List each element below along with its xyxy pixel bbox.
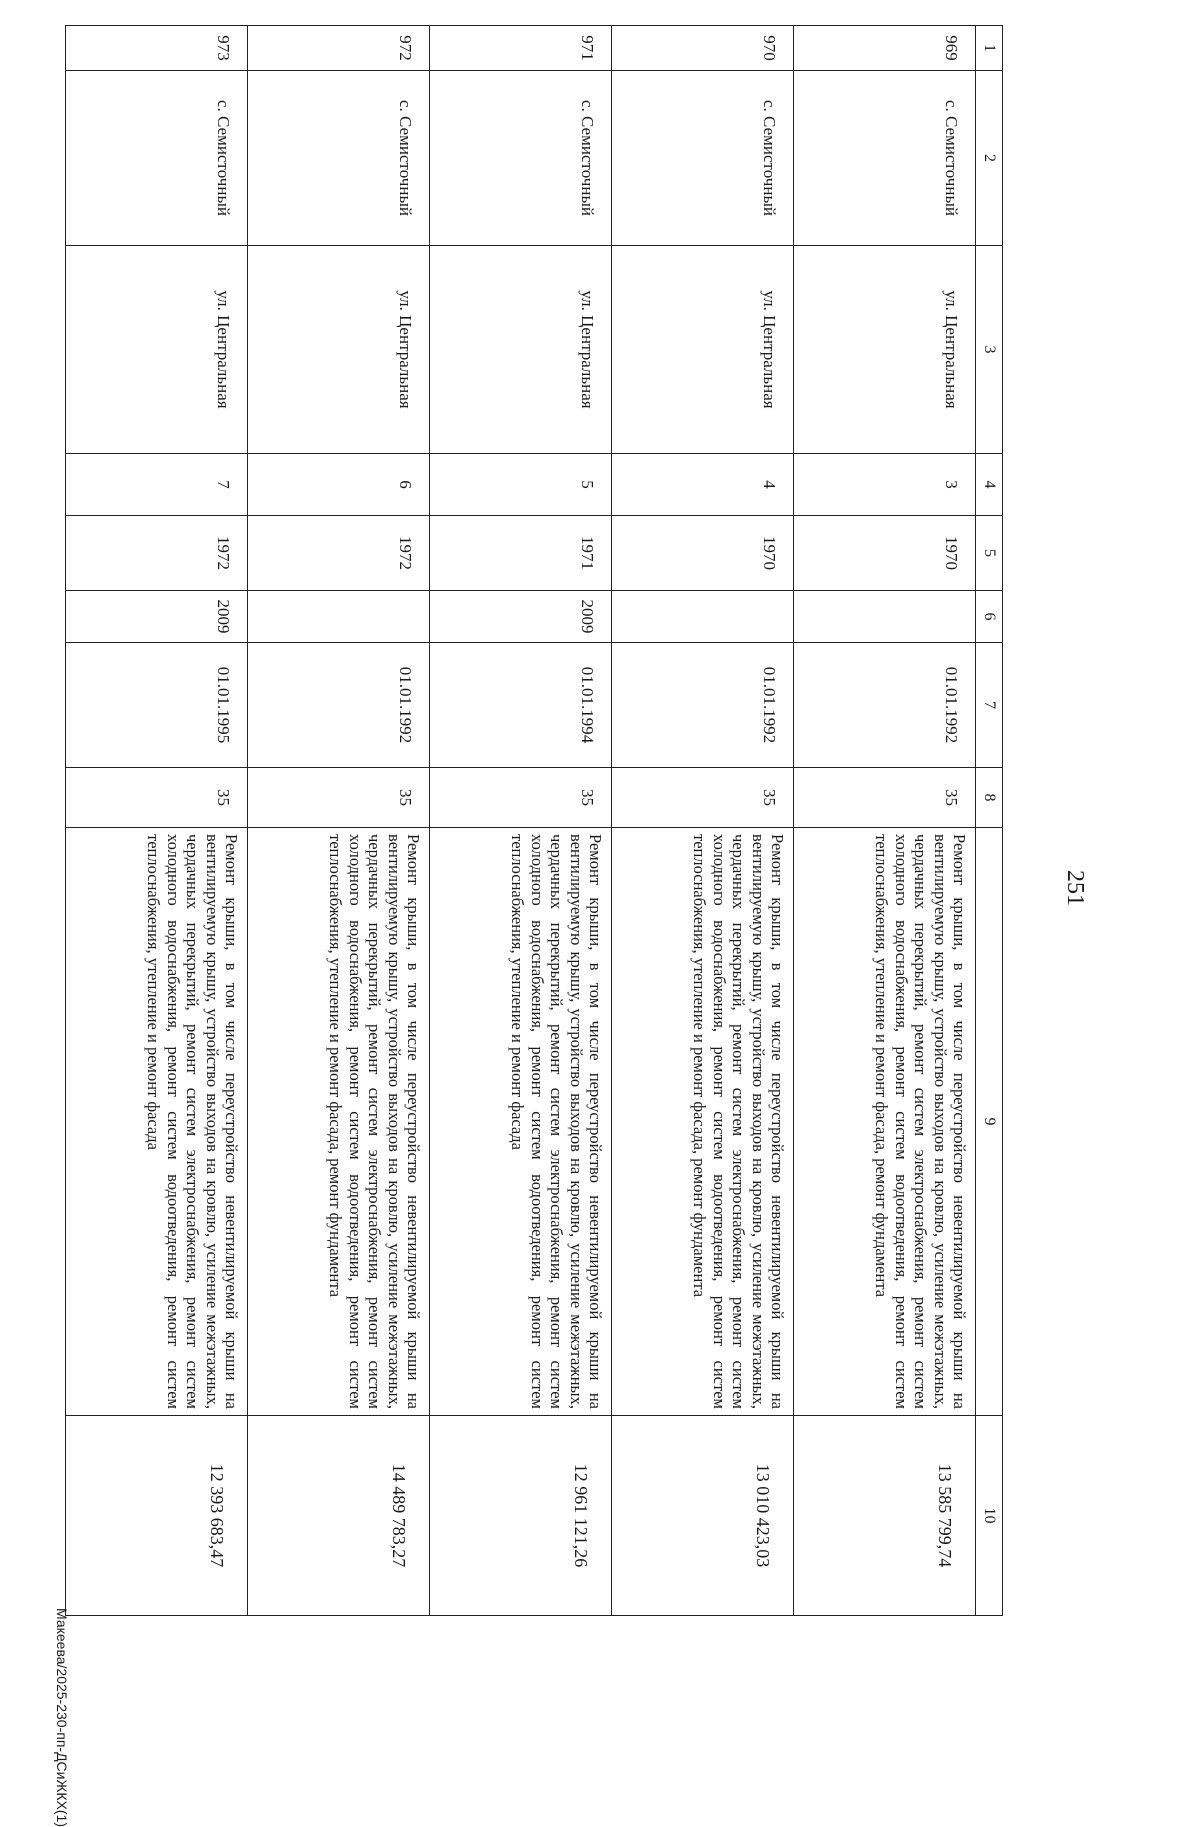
column-number: 3 — [976, 246, 1003, 454]
column-number: 9 — [976, 828, 1003, 1416]
year-built: 1972 — [66, 516, 248, 591]
cost: 14 489 783,27 — [248, 1416, 430, 1616]
settlement: с. Семисточный — [612, 71, 794, 246]
page-number: 251 — [1062, 870, 1088, 906]
capital-repair-year — [612, 591, 794, 643]
year-built: 1971 — [430, 516, 612, 591]
capital-repair-year — [794, 591, 976, 643]
column-number: 1 — [976, 26, 1003, 71]
row-number: 971 — [430, 26, 612, 71]
settlement: с. Семисточный — [794, 71, 976, 246]
row-number: 970 — [612, 26, 794, 71]
house-number: 6 — [248, 454, 430, 516]
works-description: Ремонт крыши, в том числе переустройство невентилируемой крыши на вентилируемую крышу, устройство выходов на кровлю, усиление межэтажных, чердачных перекрытий, ремонт систем электроснабжения, ремонт систем холодного водоснабжения, ремонт систем водоотведения, ремонт систем теплоснабжения, утепление и ремонт фасада, ремонт фундамента — [248, 828, 430, 1416]
rotated-table-container — [128, 25, 1003, 1615]
table-row — [430, 26, 612, 1616]
works-description: Ремонт крыши, в том числе переустройство невентилируемой крыши на вентилируемую крышу, устройство выходов на кровлю, усиление межэтажных, чердачных перекрытий, ремонт систем электроснабжения, ремонт систем холодного водоснабжения, ремонт систем водоотведения, ремонт систем теплоснабжения, утепление и ремонт фасада, ремонт фундамента — [612, 828, 794, 1416]
date: 01.01.1995 — [66, 643, 248, 768]
column-number: 5 — [976, 516, 1003, 591]
house-number: 7 — [66, 454, 248, 516]
table-row — [612, 26, 794, 1616]
row-number: 969 — [794, 26, 976, 71]
house-number: 4 — [612, 454, 794, 516]
date: 01.01.1992 — [248, 643, 430, 768]
wear-percent: 35 — [430, 768, 612, 828]
year-built: 1972 — [248, 516, 430, 591]
year-built: 1970 — [794, 516, 976, 591]
cost: 12 393 683,47 — [66, 1416, 248, 1616]
table-row — [248, 26, 430, 1616]
table-row — [66, 26, 248, 1616]
column-number: 7 — [976, 643, 1003, 768]
column-number: 8 — [976, 768, 1003, 828]
wear-percent: 35 — [612, 768, 794, 828]
cost: 12 961 121,26 — [430, 1416, 612, 1616]
capital-repair-year: 2009 — [66, 591, 248, 643]
capital-repair-year — [248, 591, 430, 643]
settlement: с. Семисточный — [66, 71, 248, 246]
table-row — [794, 26, 976, 1616]
date: 01.01.1992 — [794, 643, 976, 768]
cost: 13 585 799,74 — [794, 1416, 976, 1616]
date: 01.01.1992 — [612, 643, 794, 768]
capital-repair-year: 2009 — [430, 591, 612, 643]
street: ул. Центральная — [430, 246, 612, 454]
street: ул. Центральная — [66, 246, 248, 454]
cost: 13 010 423,03 — [612, 1416, 794, 1616]
date: 01.01.1994 — [430, 643, 612, 768]
column-number-row — [976, 26, 1003, 1616]
column-number: 4 — [976, 454, 1003, 516]
repair-program-table — [65, 25, 1003, 1616]
column-number: 6 — [976, 591, 1003, 643]
street: ул. Центральная — [794, 246, 976, 454]
works-description: Ремонт крыши, в том числе переустройство невентилируемой крыши на вентилируемую крышу, устройство выходов на кровлю, усиление межэтажных, чердачных перекрытий, ремонт систем электроснабжения, ремонт систем холодного водоснабжения, ремонт систем водоотведения, ремонт систем теплоснабжения, утепление и ремонт фасада, ремонт фундамента — [794, 828, 976, 1416]
works-description: Ремонт крыши, в том числе переустройство невентилируемой крыши на вентилируемую крышу, устройство выходов на кровлю, усиление межэтажных, чердачных перекрытий, ремонт систем электроснабжения, ремонт систем холодного водоснабжения, ремонт систем водоотведения, ремонт систем теплоснабжения, утепление и ремонт фасада — [430, 828, 612, 1416]
row-number: 973 — [66, 26, 248, 71]
document-reference: Макеева/2025-230-пп-ДСиЖКХ(1) — [54, 1608, 70, 1827]
year-built: 1970 — [612, 516, 794, 591]
street: ул. Центральная — [248, 246, 430, 454]
settlement: с. Семисточный — [430, 71, 612, 246]
column-number: 10 — [976, 1416, 1003, 1616]
works-description: Ремонт крыши, в том числе переустройство невентилируемой крыши на вентилируемую крышу, устройство выходов на кровлю, усиление межэтажных, чердачных перекрытий, ремонт систем электроснабжения, ремонт систем холодного водоснабжения, ремонт систем водоотведения, ремонт систем теплоснабжения, утепление и ремонт фасада — [66, 828, 248, 1416]
street: ул. Центральная — [612, 246, 794, 454]
wear-percent: 35 — [66, 768, 248, 828]
house-number: 5 — [430, 454, 612, 516]
wear-percent: 35 — [794, 768, 976, 828]
wear-percent: 35 — [248, 768, 430, 828]
row-number: 972 — [248, 26, 430, 71]
column-number: 2 — [976, 71, 1003, 246]
house-number: 3 — [794, 454, 976, 516]
settlement: с. Семисточный — [248, 71, 430, 246]
